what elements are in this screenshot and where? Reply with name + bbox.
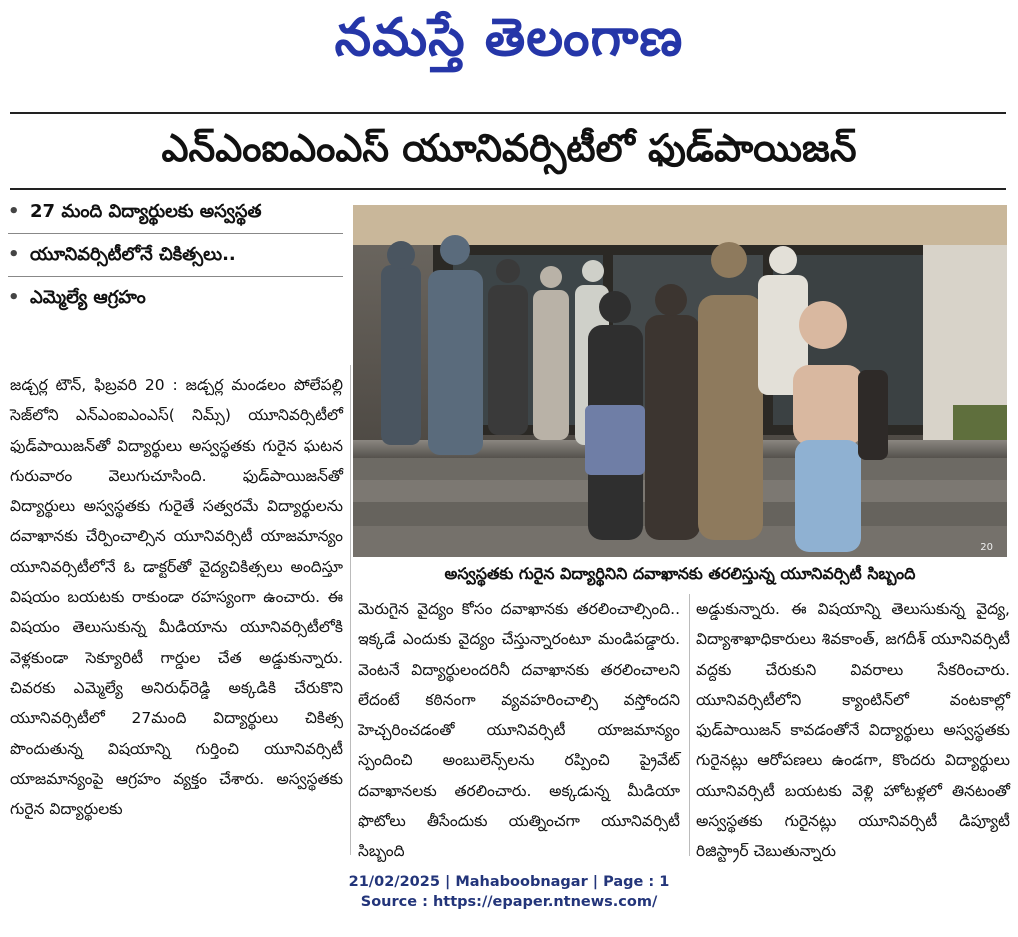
article-headline: ఎన్‌ఎంఐఎంఎస్‌ యూనివర్సిటీలో ఫుడ్‌పాయిజన్‌ xyxy=(161,126,857,170)
photo-corner-mark: 20 xyxy=(980,542,993,553)
students-at-stairs-illustration xyxy=(353,205,1007,557)
highlights-list xyxy=(8,195,343,315)
highlight-item xyxy=(8,281,343,315)
article-paragraph: జడ్చర్ల టౌన్‌, ఫిబ్రవరి 20 : జడ్చర్ల మండలం పోలేపల్లి సెజ్‌లోని ఎన్‌ఎంఐఎంఎస్‌( నిమ్స్‌) యూనివర్సిటీలో ఫుడ్‌పాయిజన్‌తో విద్యార్థులు అస్వస్థతకు గురైన ఘటన గురువారం వెలుగుచూసింది. ఫుడ్‌పాయిజన్‌తో విద్యార్థులు అస్వస్థతకు గురైతే సత్వరమే విద్యార్థులను దవాఖానకు చేర్పించాల్సిన యూనివర్సిటీ యాజమాన్యం యూనివర్సిటీలోనే ఓ డాక్టర్‌తో వైద్యచికిత్సలు అందిస్తూ విషయం బయటకు రాకుండా రహస్యంగా ఉంచారు. ఈ విషయం తెలుసుకున్న మీడియాను యూనివర్సిటీలోకి వెళ్లకుండా సెక్యూరిటీ గార్డుల చేత అడ్డుకున్నారు. చివరకు ఎమ్మెల్యే అనిరుధ్‌రెడ్డి అక్కడికి చేరుకొని యూనివర్సిటీలో 27మంది విద్యార్థులు చికిత్స పొందుతున్న విషయాన్ని గుర్తించి యూనివర్సిటీ యాజమాన్యంపై ఆగ్రహం వ్యక్తం చేశారు. అస్వస్థతకు గురైన విద్యార్థులకు xyxy=(10,376,343,819)
highlight-divider xyxy=(8,233,343,234)
news-photo xyxy=(353,205,1007,557)
highlight-item xyxy=(8,238,343,272)
article-column-2 xyxy=(358,594,680,867)
edition-info: 21/02/2025 | Mahaboobnagar | Page : 1 xyxy=(348,874,670,890)
article-column-1 xyxy=(10,370,343,824)
highlight-text: ఎమ్మెల్యే ఆగ్రహం xyxy=(30,287,146,308)
bullet-dot-icon: • xyxy=(8,244,20,265)
source-link[interactable]: Source : https://epaper.ntnews.com/ xyxy=(360,894,658,910)
article-paragraph: అడ్డుకున్నారు. ఈ విషయాన్ని తెలుసుకున్న వైద్య, విద్యాశాఖాధికారులు శివకాంత్‌, జగదీశ్‌ యూనివర్సిటీ వద్దకు చేరుకుని వివరాలు సేకరించారు. యూనివర్సిటీలోని క్యాంటిన్‌లో వంటకాల్లో ఫుడ్‌పాయిజన్‌ కావడంతోనే విద్యార్థులు అస్వస్థతకు గురైనట్లు ఆరోపణలు ఉండగా, కొందరు విద్యార్థులు యూనివర్సిటీ బయటకు వెళ్లి హోటళ్లలో తినటంతో అస్వస్థతకు గురైనట్లు యూనివర్సిటీ డిప్యూటీ రిజిస్ట్రార్‌ చెబుతున్నారు xyxy=(696,600,1010,861)
highlight-text: 27 మంది విద్యార్థులకు అస్వస్థత xyxy=(30,201,262,222)
masthead-divider xyxy=(10,112,1006,114)
page-footer xyxy=(0,872,1018,912)
highlight-text: యూనివర్సిటీలోనే చికిత్సలు.. xyxy=(30,244,236,265)
article-paragraph: మెరుగైన వైద్యం కోసం దవాఖానకు తరలించాల్సింది.. ఇక్కడే ఎందుకు వైద్యం చేస్తున్నారంటూ మండిపడ్డారు. వెంటనే విద్యార్థులందరినీ దవాఖానకు తరలించాలని లేదంటే కఠినంగా వ్యవహరించాల్సి వస్తోందని హెచ్చరించడంతో యూనివర్సిటీ యాజమాన్యం స్పందించి అంబులెన్స్‌లను రప్పించి ప్రైవేట్‌ దవాఖానలకు తరలించారు. అక్కడున్న మీడియా ఫొటోలు తీసేందుకు యత్నించగా యూనివర్సిటీ సిబ్బంది xyxy=(358,600,680,861)
photo-caption: అస్వస్థతకు గురైన విద్యార్థినిని దవాఖానకు తరలిస్తున్న యూనివర్సిటీ సిబ్బంది xyxy=(444,564,916,583)
bullet-dot-icon: • xyxy=(8,287,20,308)
column-divider xyxy=(689,594,690,856)
column-divider xyxy=(350,365,351,855)
highlight-divider xyxy=(8,276,343,277)
bullet-dot-icon: • xyxy=(8,201,20,222)
highlight-item xyxy=(8,195,343,229)
headline-divider xyxy=(10,188,1006,190)
newspaper-masthead: నమస్తే తెలంగాణ xyxy=(334,7,684,68)
article-column-3 xyxy=(696,594,1010,867)
